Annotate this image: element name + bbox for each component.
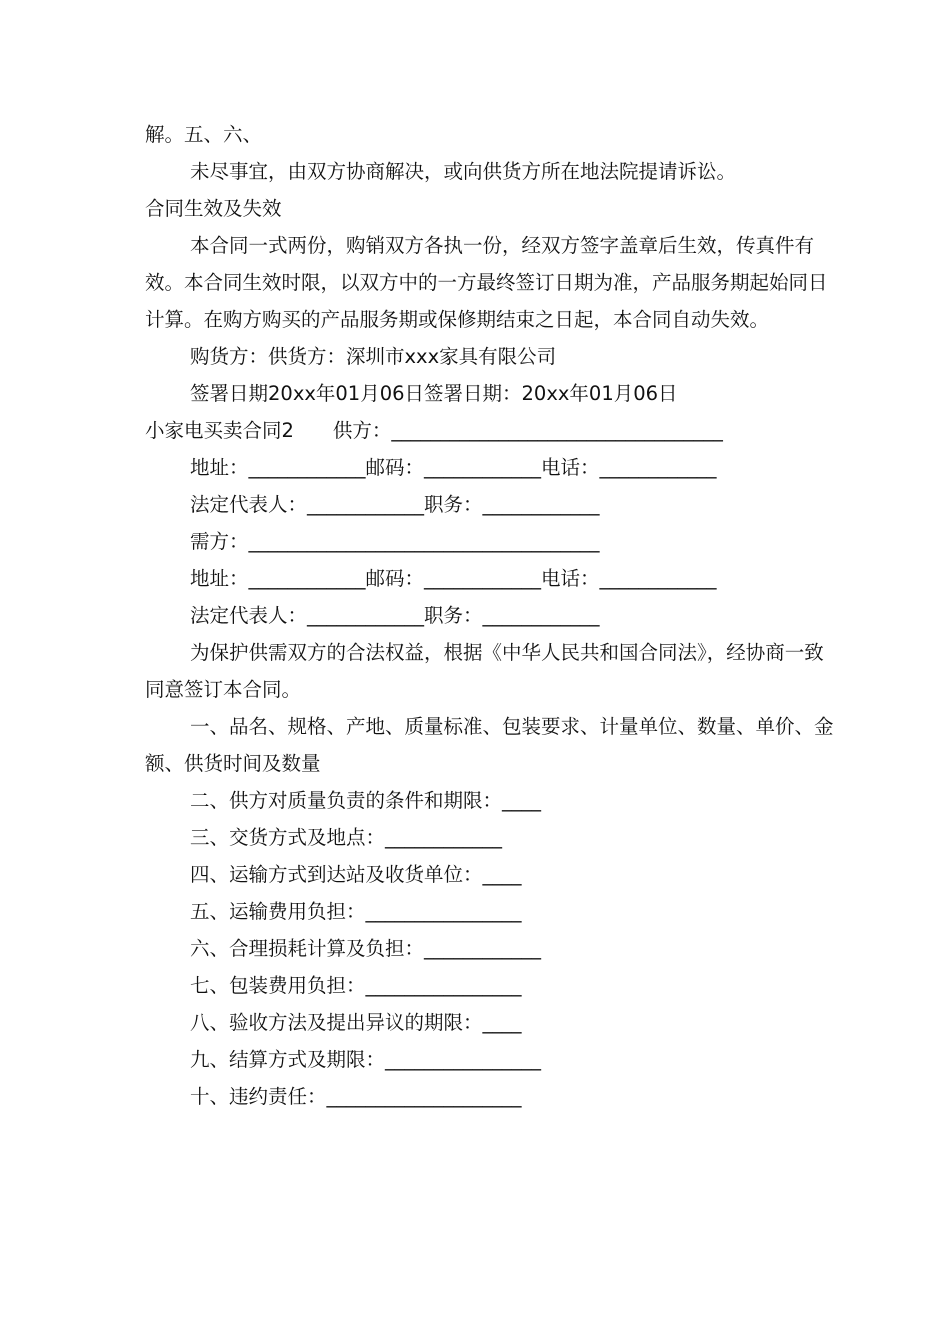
clause-5: 五、运输费用负担：________________ bbox=[190, 900, 522, 923]
buyer-address-line: 地址：____________邮码：____________电话：____________ bbox=[190, 567, 717, 590]
supplier-address-line: 地址：____________邮码：____________电话：____________ bbox=[190, 456, 717, 479]
clause-1: 一、品名、规格、产地、质量标准、包装要求、计量单位、数量、单价、金额、供货时间及数量 bbox=[145, 715, 834, 775]
clause-9: 九、结算方式及期限：________________ bbox=[190, 1048, 542, 1071]
clause-8: 八、验收方法及提出异议的期限：____ bbox=[190, 1011, 522, 1034]
paragraph-signing-dates: 签署日期20xx年01月06日签署日期：20xx年01月06日 bbox=[190, 382, 678, 405]
document-page bbox=[145, 116, 835, 1115]
paragraph-validity-terms: 本合同一式两份，购销双方各执一份，经双方签字盖章后生效，传真件有效。本合同生效时限，以双方中的一方最终签订日期为准，产品服务期起始同日计算。在购方购买的产品服务期或保修期结束之日起，本合同自动失效。 bbox=[145, 234, 828, 331]
clause-3: 三、交货方式及地点：____________ bbox=[190, 826, 503, 849]
section-heading-validity: 合同生效及失效 bbox=[145, 197, 282, 220]
clause-6: 六、合理损耗计算及负担：____________ bbox=[190, 937, 542, 960]
paragraph-preamble: 为保护供需双方的合法权益，根据《中华人民共和国合同法》，经协商一致同意签订本合同。 bbox=[145, 641, 824, 701]
contract-title-supplier-line: 小家电买卖合同2 供方：__________________________________ bbox=[145, 419, 723, 442]
supplier-representative-line: 法定代表人：____________职务：____________ bbox=[190, 493, 600, 516]
paragraph-parties: 购货方：供货方：深圳市xxx家具有限公司 bbox=[190, 345, 557, 368]
buyer-representative-line: 法定代表人：____________职务：____________ bbox=[190, 604, 600, 627]
buyer-line: 需方：____________________________________ bbox=[190, 530, 600, 553]
clause-2: 二、供方对质量负责的条件和期限：____ bbox=[190, 789, 542, 812]
clause-7: 七、包装费用负担：________________ bbox=[190, 974, 522, 997]
clause-4: 四、运输方式到达站及收货单位：____ bbox=[190, 863, 522, 886]
paragraph-dispute-resolution: 未尽事宜，由双方协商解决，或向供货方所在地法院提请诉讼。 bbox=[190, 160, 737, 183]
clause-10: 十、违约责任：____________________ bbox=[190, 1085, 522, 1108]
paragraph-intro-fragment: 解。五、六、 bbox=[145, 123, 263, 146]
